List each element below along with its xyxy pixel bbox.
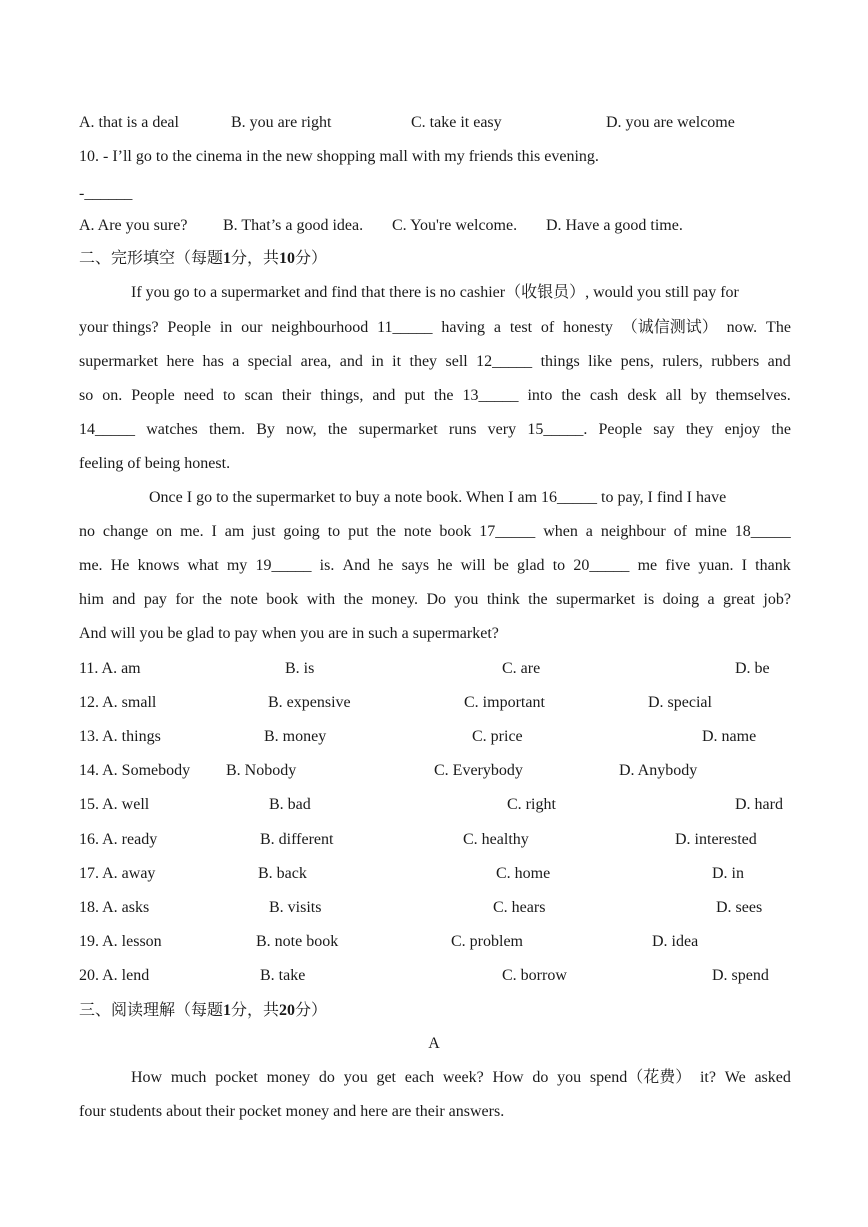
word: five [665,557,691,574]
word: By [256,421,275,438]
word: to [327,523,341,540]
word: 12_____ [476,353,533,370]
word: my [226,557,248,574]
word: be [493,557,509,574]
word: （诚信测试） [621,319,718,336]
word: it? [699,1069,716,1086]
word: do [532,1069,549,1086]
cloze-q20-option-b: B. take [260,967,306,984]
cloze-q12-option-b: B. expensive [268,694,351,711]
word: says [401,557,430,574]
word: do [318,1069,335,1086]
cloze-q16-option-a: 16. A. ready [79,831,158,848]
word: rubbers [711,353,760,370]
cloze-q13-option-c: C. price [472,728,523,745]
word: is [643,591,655,608]
cloze-q18-option-d: D. sees [716,899,763,916]
cloze-q17-option-b: B. back [258,865,307,882]
word: job? [763,591,791,608]
word: 14_____ [79,421,135,438]
word: him [79,591,104,608]
word: now. [726,319,758,336]
q10-option-d: D. Have a good time. [546,217,683,234]
cloze-q19-option-c: C. problem [451,933,523,950]
word: is. [319,557,335,574]
word: note [403,523,432,540]
word: having [441,319,485,336]
cloze-q20-option-a: 20. A. lend [79,967,150,984]
q9-option-d: D. you are welcome [606,114,735,131]
word: them. [208,421,245,438]
word: he [378,557,394,574]
q10-option-a: A. Are you sure? [79,217,188,234]
word: rulers, [662,353,703,370]
word: People [131,387,175,404]
word: knows [137,557,180,574]
cloze-q14-option-b: B. Nobody [226,762,297,779]
word: neighbourhood [271,319,369,336]
q10-answer-blank: -______ [79,185,133,202]
word: week? [442,1069,484,1086]
word: glad [517,557,545,574]
cloze-q12-option-a: 12. A. small [79,694,157,711]
word: We [724,1069,746,1086]
word: into [527,387,553,404]
q10-option-b: B. That’s a good idea. [223,217,364,234]
word: and [372,387,396,404]
word: each [404,1069,435,1086]
word: watches [146,421,198,438]
word: for [175,591,194,608]
word: the [202,591,222,608]
cloze-q18-option-a: 18. A. asks [79,899,150,916]
word: just [252,523,276,540]
word: very [487,421,517,438]
section-3-heading: 三、阅读理解（每题1分，共20分） [79,1000,328,1019]
word: How [492,1069,524,1086]
word: here [166,353,195,370]
word: now, [286,421,317,438]
cloze-q16-option-d: D. interested [675,831,757,848]
cloze-q13-option-a: 13. A. things [79,728,161,745]
word: And [342,557,371,574]
q9-option-c: C. take it easy [411,114,502,131]
word: you [343,1069,368,1086]
passage-line [79,590,791,610]
word: change [102,523,149,540]
word: me. [180,523,204,540]
cloze-q14-option-c: C. Everybody [434,762,523,779]
word: supermarket [358,421,438,438]
word: the [771,421,791,438]
word: People [167,319,211,336]
word: test [509,319,533,336]
word: it [392,353,402,370]
word: book [439,523,472,540]
word: think [486,591,520,608]
word: on [156,523,173,540]
cloze-q19-option-d: D. idea [652,933,699,950]
cloze-q19-option-a: 19. A. lesson [79,933,162,950]
word: the [376,523,396,540]
word: a [232,353,240,370]
passage-line [131,1068,791,1088]
word: yuan. [698,557,734,574]
word: they [409,353,438,370]
cloze-q15-option-d: D. hard [735,796,783,813]
word: with [306,591,336,608]
word: the [561,387,581,404]
word: I [211,523,217,540]
word: the [433,387,454,404]
word: on. [102,387,123,404]
passage-line [79,318,791,338]
word: he [437,557,453,574]
word: pocket [215,1069,258,1086]
word: and [339,353,363,370]
passage-line [79,386,791,406]
word: put [404,387,425,404]
cloze-q11-option-a: 11. A. am [79,660,141,677]
cloze-q20-option-c: C. borrow [502,967,567,984]
cloze-q17-option-d: D. in [712,865,744,882]
cloze-q20-option-d: D. spend [712,967,769,984]
word: get [376,1069,396,1086]
word: note [230,591,258,608]
word: no [79,523,95,540]
word: People [598,421,643,438]
passage-line: If you go to a supermarket and find that there is no cashier（收银员）, would you still pay for [131,284,739,301]
word: Do [426,591,446,608]
word: am [224,523,245,540]
cloze-q16-option-c: C. healthy [463,831,529,848]
word: supermarket [556,591,636,608]
q9-option-b: B. you are right [231,114,332,131]
word: He [110,557,130,574]
word: I [741,557,747,574]
word: what [187,557,219,574]
word: put [348,523,369,540]
word: 18_____ [734,523,791,540]
word: 11_____ [377,319,433,336]
cloze-q12-option-d: D. special [648,694,712,711]
cloze-q17-option-c: C. home [496,865,551,882]
cloze-q16-option-b: B. different [260,831,334,848]
word: to [222,387,236,404]
word: book [266,591,299,608]
word: enjoy [724,421,761,438]
word: they [685,421,714,438]
q10-question: 10. - I’ll go to the cinema in the new shopping mall with my friends this evening. [79,148,599,165]
word: How [131,1069,163,1086]
word: to [552,557,566,574]
passage-line: And will you be glad to pay when you are in such a supermarket? [79,625,499,642]
word: themselves. [715,387,791,404]
word: cash [589,387,619,404]
word: will [460,557,486,574]
passage-line: four students about their pocket money and here are their answers. [79,1103,505,1120]
word: 19_____ [255,557,312,574]
word: sell [445,353,468,370]
passage-line [79,556,791,576]
word: in [219,319,233,336]
word: money [266,1069,311,1086]
cloze-q11-option-c: C. are [502,660,541,677]
cloze-q15-option-b: B. bad [269,796,311,813]
cloze-q12-option-c: C. important [464,694,545,711]
word: when [543,523,578,540]
word: things [540,353,580,370]
word: much [170,1069,207,1086]
cloze-q11-option-b: B. is [285,660,315,677]
word: the [327,421,348,438]
word: the [343,591,364,608]
word: their [281,387,312,404]
word: runs [448,421,477,438]
cloze-q18-option-b: B. visits [269,899,322,916]
word: need [183,387,214,404]
cloze-q18-option-c: C. hears [493,899,546,916]
word: neighbour [600,523,666,540]
word: you [557,1069,582,1086]
word: money. [371,591,419,608]
cloze-q19-option-b: B. note book [256,933,339,950]
word: scan [244,387,273,404]
q10-option-c: C. You're welcome. [392,217,518,234]
passage-line: feeling of being honest. [79,455,231,472]
word: and [112,591,136,608]
word: a [707,591,715,608]
cloze-q17-option-a: 17. A. away [79,865,156,882]
word: area, [300,353,332,370]
word: desk [627,387,657,404]
word: 13_____ [462,387,519,404]
word: special [247,353,293,370]
q9-option-a: A. that is a deal [79,114,179,131]
word: spend（花费） [589,1069,692,1086]
word: me [637,557,658,574]
cloze-q14-option-d: D. Anybody [619,762,698,779]
word: of [673,523,687,540]
word: doing [662,591,700,608]
section-2-heading: 二、完形填空（每题1分，共10分） [79,248,328,267]
word: a [493,319,501,336]
word: has [202,353,224,370]
word: and [767,353,791,370]
word: so [79,387,94,404]
word: your things? [79,319,159,336]
word: honesty [563,319,613,336]
cloze-q11-option-d: D. be [735,660,770,677]
passage-line: Once I go to the supermarket to buy a note book. When I am 16_____ to pay, I find I have [149,489,727,506]
word: asked [754,1069,791,1086]
word: the [528,591,548,608]
word: our [241,319,263,336]
passage-line [79,522,791,542]
passage-line [79,352,791,372]
word: things, [320,387,364,404]
word: pens, [620,353,654,370]
word: say [653,421,675,438]
cloze-q14-option-a: 14. A. Somebody [79,762,191,779]
cloze-q13-option-d: D. name [702,728,757,745]
word: a [585,523,593,540]
passage-line [79,420,791,440]
word: by [690,387,707,404]
reading-title: A [428,1035,440,1052]
word: 15_____. [527,421,588,438]
word: all [665,387,682,404]
word: The [766,319,791,336]
cloze-q13-option-b: B. money [264,728,327,745]
word: in [371,353,384,370]
word: 17_____ [479,523,536,540]
word: supermarket [79,353,159,370]
word: like [588,353,613,370]
word: me. [79,557,103,574]
word: thank [755,557,791,574]
word: of [540,319,555,336]
cloze-q15-option-c: C. right [507,796,556,813]
word: pay [143,591,167,608]
word: you [454,591,479,608]
word: 20_____ [573,557,630,574]
cloze-q15-option-a: 15. A. well [79,796,150,813]
word: great [723,591,755,608]
word: going [283,523,320,540]
word: mine [694,523,727,540]
